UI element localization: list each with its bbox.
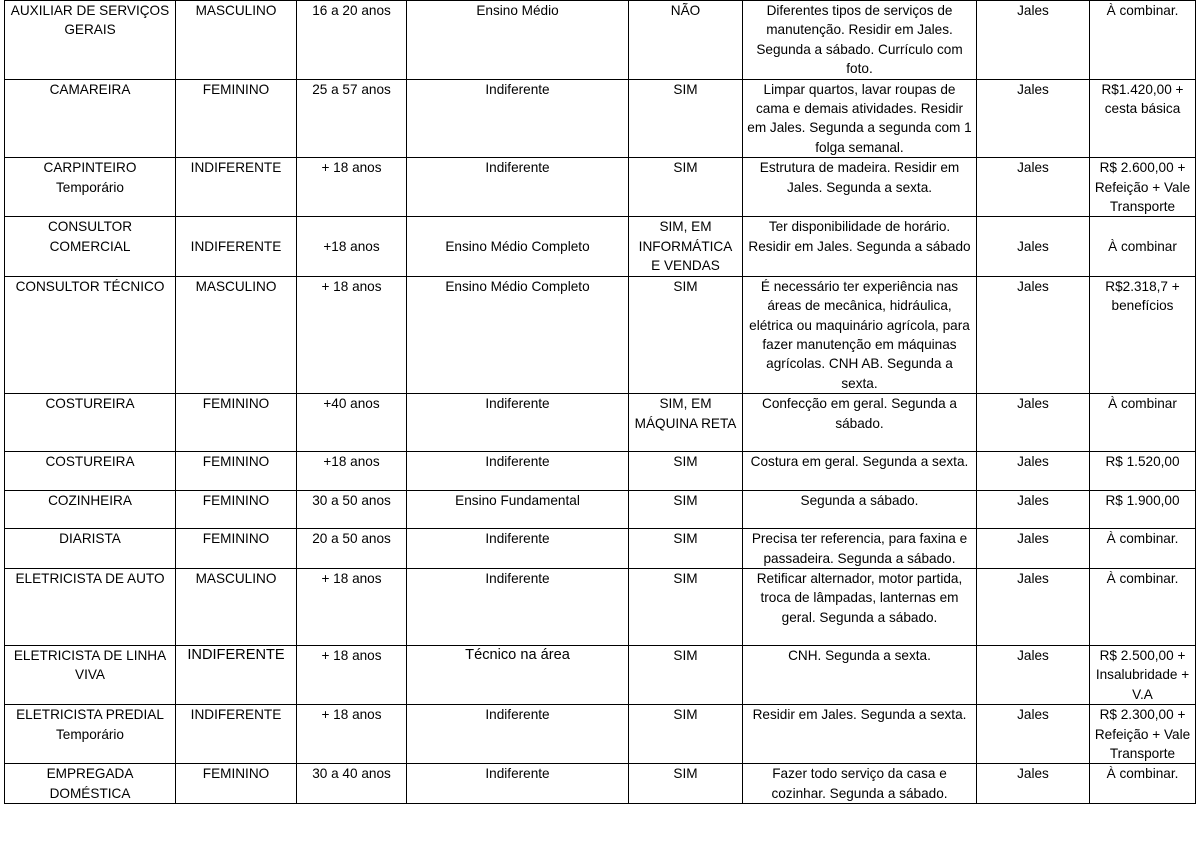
cidade-cell: Jales xyxy=(977,529,1090,569)
sexo-cell: INDIFERENTE xyxy=(176,645,297,704)
cidade-cell: Jales xyxy=(977,568,1090,645)
cargo-cell: COZINHEIRA xyxy=(5,491,176,529)
idade-cell: 25 a 57 anos xyxy=(297,79,407,158)
descricao-cell: Segunda a sábado. xyxy=(743,491,977,529)
salario-cell: À combinar. xyxy=(1090,1,1196,80)
table-row xyxy=(5,79,1196,158)
idade-cell: + 18 anos xyxy=(297,645,407,704)
experiencia-cell: SIM xyxy=(629,276,743,393)
cargo-cell: EMPREGADA DOMÉSTICA xyxy=(5,764,176,804)
escolaridade-cell: Ensino Fundamental xyxy=(407,491,629,529)
escolaridade-cell: Indiferente xyxy=(407,568,629,645)
cargo-cell: CONSULTOR COMERCIAL xyxy=(5,217,176,276)
descricao-cell: Costura em geral. Segunda a sexta. xyxy=(743,452,977,491)
idade-cell: +18 anos xyxy=(297,452,407,491)
descricao-cell: Fazer todo serviço da casa e cozinhar. Segunda a sábado. xyxy=(743,764,977,804)
experiencia-cell: SIM xyxy=(629,568,743,645)
experiencia-cell: SIM, EM MÁQUINA RETA xyxy=(629,394,743,452)
cargo-cell: CONSULTOR TÉCNICO xyxy=(5,276,176,393)
table-row xyxy=(5,158,1196,217)
experiencia-cell: SIM xyxy=(629,491,743,529)
cidade-cell: Jales xyxy=(977,645,1090,704)
cargo-cell: ELETRICISTA DE LINHA VIVA xyxy=(5,645,176,704)
salario-cell: À combinar. xyxy=(1090,568,1196,645)
idade-cell: 30 a 40 anos xyxy=(297,764,407,804)
escolaridade-cell: Técnico na área xyxy=(407,645,629,704)
table-row xyxy=(5,529,1196,569)
escolaridade-cell: Ensino Médio Completo xyxy=(407,276,629,393)
table-row xyxy=(5,568,1196,645)
idade-cell: 16 a 20 anos xyxy=(297,1,407,80)
experiencia-cell: SIM xyxy=(629,452,743,491)
descricao-cell: Residir em Jales. Segunda a sexta. xyxy=(743,705,977,764)
descricao-cell: CNH. Segunda a sexta. xyxy=(743,645,977,704)
cargo-cell: DIARISTA xyxy=(5,529,176,569)
escolaridade-cell: Indiferente xyxy=(407,452,629,491)
sexo-cell: FEMININO xyxy=(176,529,297,569)
salario-cell: R$ 2.600,00 + Refeição + Vale Transporte xyxy=(1090,158,1196,217)
sexo-cell: INDIFERENTE xyxy=(176,158,297,217)
idade-cell: 30 a 50 anos xyxy=(297,491,407,529)
experiencia-cell: NÃO xyxy=(629,1,743,80)
cargo-cell: ELETRICISTA PREDIAL Temporário xyxy=(5,705,176,764)
table-row xyxy=(5,491,1196,529)
descricao-cell: Confecção em geral. Segunda a sábado. xyxy=(743,394,977,452)
salario-cell: À combinar xyxy=(1090,394,1196,452)
cidade-cell: Jales xyxy=(977,276,1090,393)
idade-cell: + 18 anos xyxy=(297,705,407,764)
salario-cell: À combinar. xyxy=(1090,529,1196,569)
cidade-cell: Jales xyxy=(977,1,1090,80)
experiencia-cell: SIM xyxy=(629,529,743,569)
idade-cell: + 18 anos xyxy=(297,158,407,217)
cidade-cell: Jales xyxy=(977,764,1090,804)
sexo-cell: MASCULINO xyxy=(176,276,297,393)
cargo-cell: COSTUREIRA xyxy=(5,452,176,491)
sexo-cell: FEMININO xyxy=(176,394,297,452)
cidade-cell: Jales xyxy=(977,394,1090,452)
table-row xyxy=(5,645,1196,704)
salario-cell: R$ 2.500,00 + Insalubridade + V.A xyxy=(1090,645,1196,704)
table-row xyxy=(5,394,1196,452)
cidade-cell: Jales xyxy=(977,217,1090,276)
sexo-cell: INDIFERENTE xyxy=(176,217,297,276)
experiencia-cell: SIM, EM INFORMÁTICA E VENDAS xyxy=(629,217,743,276)
descricao-cell: Ter disponibilidade de horário. Residir em Jales. Segunda a sábado xyxy=(743,217,977,276)
salario-cell: R$ 2.300,00 + Refeição + Vale Transporte xyxy=(1090,705,1196,764)
idade-cell: 20 a 50 anos xyxy=(297,529,407,569)
table-row xyxy=(5,1,1196,80)
sexo-cell: FEMININO xyxy=(176,764,297,804)
cargo-cell: AUXILIAR DE SERVIÇOS GERAIS xyxy=(5,1,176,80)
cargo-cell: COSTUREIRA xyxy=(5,394,176,452)
idade-cell: +18 anos xyxy=(297,217,407,276)
descricao-cell: Limpar quartos, lavar roupas de cama e demais atividades. Residir em Jales. Segunda a segunda com 1 folga semanal. xyxy=(743,79,977,158)
escolaridade-cell: Indiferente xyxy=(407,764,629,804)
salario-cell: R$1.420,00 + cesta básica xyxy=(1090,79,1196,158)
experiencia-cell: SIM xyxy=(629,79,743,158)
cidade-cell: Jales xyxy=(977,79,1090,158)
descricao-cell: Precisa ter referencia, para faxina e passadeira. Segunda a sábado. xyxy=(743,529,977,569)
sexo-cell: FEMININO xyxy=(176,491,297,529)
table-row xyxy=(5,452,1196,491)
escolaridade-cell: Indiferente xyxy=(407,394,629,452)
idade-cell: + 18 anos xyxy=(297,276,407,393)
escolaridade-cell: Indiferente xyxy=(407,705,629,764)
experiencia-cell: SIM xyxy=(629,764,743,804)
table-row xyxy=(5,705,1196,764)
sexo-cell: MASCULINO xyxy=(176,568,297,645)
descricao-cell: Retificar alternador, motor partida, troca de lâmpadas, lanternas em geral. Segunda a sábado. xyxy=(743,568,977,645)
escolaridade-cell: Indiferente xyxy=(407,529,629,569)
cargo-cell: ELETRICISTA DE AUTO xyxy=(5,568,176,645)
salario-cell: À combinar. xyxy=(1090,764,1196,804)
cidade-cell: Jales xyxy=(977,491,1090,529)
idade-cell: + 18 anos xyxy=(297,568,407,645)
salario-cell: R$ 1.900,00 xyxy=(1090,491,1196,529)
sexo-cell: FEMININO xyxy=(176,79,297,158)
cidade-cell: Jales xyxy=(977,705,1090,764)
idade-cell: +40 anos xyxy=(297,394,407,452)
salario-cell: À combinar xyxy=(1090,217,1196,276)
escolaridade-cell: Indiferente xyxy=(407,158,629,217)
descricao-cell: Diferentes tipos de serviços de manutenção. Residir em Jales. Segunda a sábado. Currículo com foto. xyxy=(743,1,977,80)
experiencia-cell: SIM xyxy=(629,645,743,704)
table-row xyxy=(5,276,1196,393)
experiencia-cell: SIM xyxy=(629,705,743,764)
descricao-cell: É necessário ter experiência nas áreas de mecânica, hidráulica, elétrica ou maquinário agrícola, para fazer manutenção em máquinas agrícolas. CNH AB. Segunda a sexta. xyxy=(743,276,977,393)
escolaridade-cell: Ensino Médio xyxy=(407,1,629,80)
table-row xyxy=(5,217,1196,276)
escolaridade-cell: Ensino Médio Completo xyxy=(407,217,629,276)
escolaridade-cell: Indiferente xyxy=(407,79,629,158)
descricao-cell: Estrutura de madeira. Residir em Jales. Segunda a sexta. xyxy=(743,158,977,217)
table-row xyxy=(5,764,1196,804)
job-openings-table xyxy=(4,0,1196,804)
cargo-cell: CARPINTEIRO Temporário xyxy=(5,158,176,217)
salario-cell: R$2.318,7 + benefícios xyxy=(1090,276,1196,393)
sexo-cell: MASCULINO xyxy=(176,1,297,80)
cidade-cell: Jales xyxy=(977,452,1090,491)
salario-cell: R$ 1.520,00 xyxy=(1090,452,1196,491)
sexo-cell: FEMININO xyxy=(176,452,297,491)
cidade-cell: Jales xyxy=(977,158,1090,217)
sexo-cell: INDIFERENTE xyxy=(176,705,297,764)
experiencia-cell: SIM xyxy=(629,158,743,217)
cargo-cell: CAMAREIRA xyxy=(5,79,176,158)
